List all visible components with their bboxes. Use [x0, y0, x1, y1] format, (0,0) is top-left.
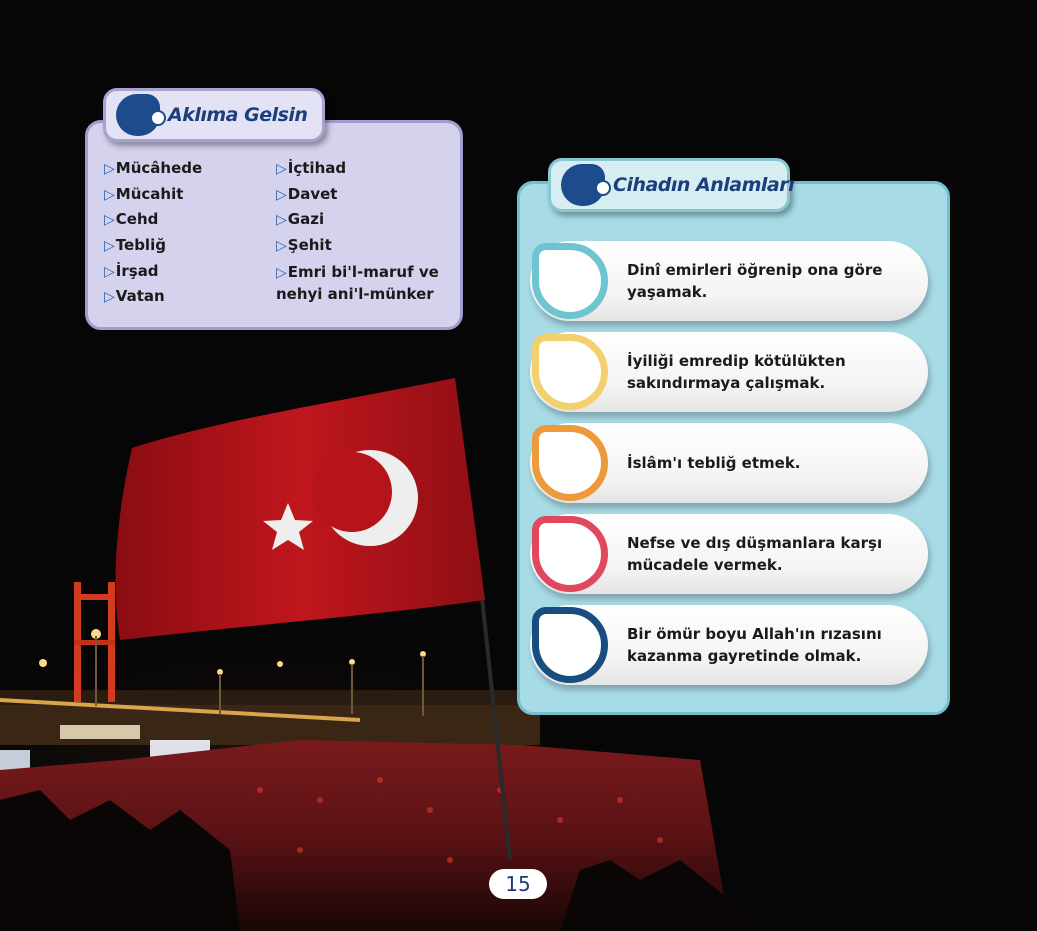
keyword-item: ▷İrşad: [104, 261, 159, 280]
triangle-bullet-icon: ▷: [104, 238, 115, 255]
keyword-item: ▷Gazi: [276, 210, 325, 229]
keyword-item: ▷Şehit: [276, 236, 332, 255]
cihadin-anlamlari-title: Cihadın Anlamları: [613, 174, 795, 196]
keyword-item: ▷Davet: [276, 184, 338, 203]
meaning-card: [530, 332, 928, 412]
aklima-gelsin-title: Aklıma Gelsin: [168, 104, 308, 126]
meaning-card: [530, 423, 928, 503]
triangle-bullet-icon: ▷: [276, 186, 287, 203]
keyword-item: ▷Mücahit: [104, 184, 184, 203]
keyword-item: ▷İçtihad: [276, 159, 347, 177]
triangle-bullet-icon: ▷: [104, 186, 115, 203]
keyword-item: ▷Vatan: [104, 287, 165, 306]
circle-icon: [150, 110, 166, 126]
meaning-card: [530, 241, 928, 321]
ring-icon: [532, 243, 608, 319]
keyword-item-multiline: ▷Emri bi'l-maruf ve nehyi ani'l-münker: [276, 262, 439, 303]
ring-icon: [532, 425, 608, 501]
triangle-bullet-icon: ▷: [276, 212, 287, 229]
meaning-card: [530, 605, 928, 685]
keyword-item: ▷Mücâhede: [104, 159, 203, 177]
flag-crescent-inner: [312, 452, 392, 532]
aklima-gelsin-header: [103, 88, 325, 142]
meaning-text: İyiliği emredip kötülükten sakındırmaya çalışmak.: [627, 352, 846, 392]
ring-icon: [532, 516, 608, 592]
meaning-card: [530, 514, 928, 594]
triangle-bullet-icon: ▷: [104, 212, 115, 229]
circle-icon: [595, 180, 611, 196]
triangle-bullet-icon: ▷: [104, 161, 115, 177]
triangle-bullet-icon: ▷: [104, 263, 115, 280]
triangle-bullet-icon: ▷: [276, 238, 287, 255]
meaning-text: Bir ömür boyu Allah'ın rızasını kazanma gayretinde olmak.: [627, 625, 882, 665]
triangle-bullet-icon: ▷: [276, 161, 287, 177]
aklima-gelsin-column-2: [276, 155, 439, 305]
ring-icon: [532, 607, 608, 683]
keyword-item: ▷Cehd: [104, 210, 159, 229]
cihadin-anlamlari-header: [548, 158, 795, 212]
meaning-text: Nefse ve dış düşmanlara karşı mücadele vermek.: [627, 534, 883, 574]
aklima-gelsin-column-1: [104, 155, 202, 309]
keyword-item: ▷Tebliğ: [104, 236, 166, 255]
meaning-text: Dinî emirleri öğrenip ona göre yaşamak.: [627, 261, 883, 301]
meaning-text: İslâm'ı tebliğ etmek.: [627, 454, 801, 472]
ring-icon: [532, 334, 608, 410]
page-number: 15: [489, 869, 547, 899]
triangle-bullet-icon: ▷: [104, 289, 115, 306]
triangle-bullet-icon: ▷: [276, 264, 287, 281]
